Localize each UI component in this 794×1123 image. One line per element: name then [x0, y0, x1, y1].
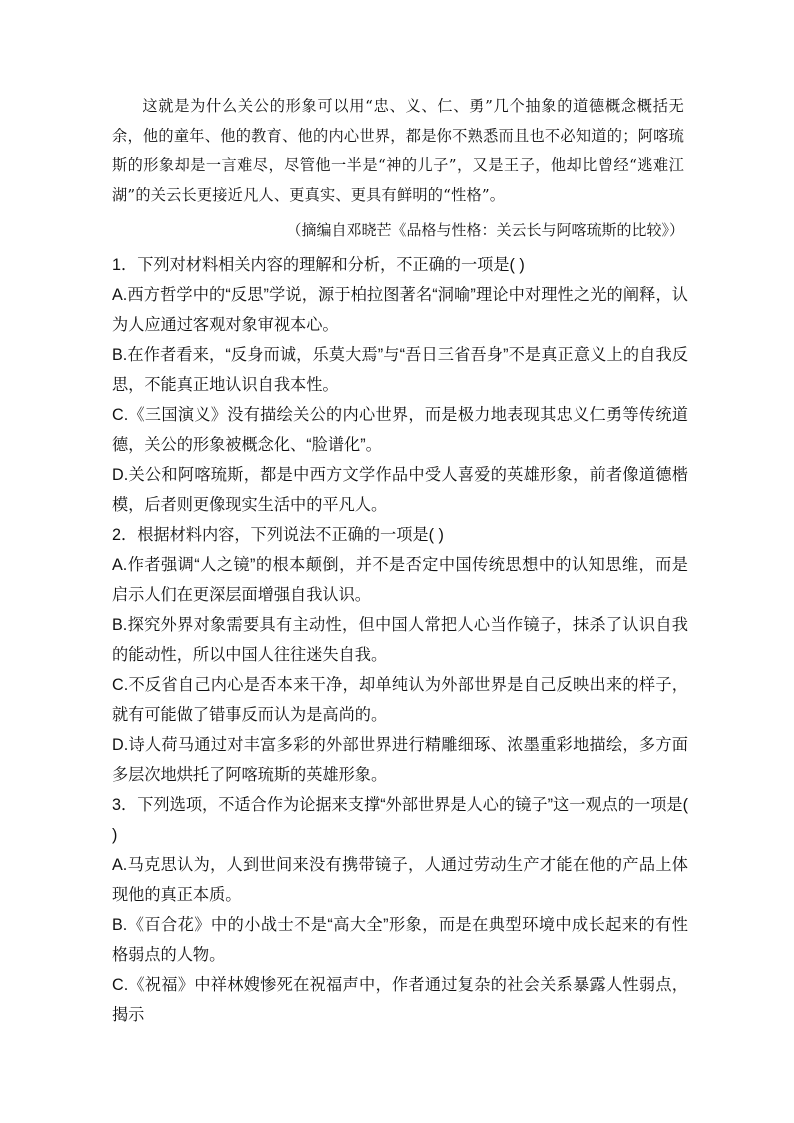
question-stem: 3．下列选项，不适合作为论据来支撑“外部世界是人心的镜子”这一观点的一项是( )	[112, 796, 688, 844]
question-stem: 2．根据材料内容，下列说法不正确的一项是( )	[112, 526, 444, 544]
passage-source: （摘编自邓晓芒《品格与性格：关云长与阿喀琉斯的比较》）	[286, 221, 684, 239]
question-1	[112, 250, 688, 520]
question-2	[112, 520, 688, 790]
question-list	[112, 250, 688, 1030]
option-b: B.探究外界对象需要具有主动性，但中国人常把人心当作镜子，抹杀了认识自我的能动性，所以中国人往往迷失自我。	[112, 616, 688, 664]
option-c: C.不反省自己内心是否本来干净，却单纯认为外部世界是自己反映出来的样子，就有可能做了错事反而认为是高尚的。	[112, 676, 688, 724]
option-c: C.《三国演义》没有描绘关公的内心世界，而是极力地表现其忠义仁勇等传统道德，关公的形象被概念化、“脸谱化”。	[112, 406, 688, 454]
question-stem: 1．下列对材料相关内容的理解和分析，不正确的一项是( )	[112, 256, 525, 274]
option-a: A.西方哲学中的“反思”学说，源于柏拉图著名“洞喻”理论中对理性之光的阐释，认为人应通过客观对象审视本心。	[112, 286, 688, 334]
passage-paragraph: 这就是为什么关公的形象可以用“忠、义、仁、勇”几个抽象的道德概念概括无余，他的童年、他的教育、他的内心世界，都是你不熟悉而且也不必知道的；阿喀琉斯的形象却是一言难尽，尽管他一半是“神的儿子”，又是王子，他却比曾经“逃难江湖”的关云长更接近凡人、更真实、更具有鲜明的“性格”。	[112, 97, 684, 204]
option-b: B.《百合花》中的小战士不是“高大全”形象，而是在典型环境中成长起来的有性格弱点的人物。	[112, 916, 688, 964]
option-d: D.诗人荷马通过对丰富多彩的外部世界进行精雕细琢、浓墨重彩地描绘，多方面多层次地烘托了阿喀琉斯的英雄形象。	[112, 736, 688, 784]
option-d: D.关公和阿喀琉斯，都是中西方文学作品中受人喜爱的英雄形象，前者像道德楷模，后者则更像现实生活中的平凡人。	[112, 466, 688, 514]
option-a: A.马克思认为，人到世间来没有携带镜子，人通过劳动生产才能在他的产品上体现他的真正本质。	[112, 856, 688, 904]
option-c: C.《祝福》中祥林嫂惨死在祝福声中，作者通过复杂的社会关系暴露人性弱点，揭示	[112, 976, 688, 1024]
option-b: B.在作者看来，“反身而诚，乐莫大焉”与“吾日三省吾身”不是真正意义上的自我反思，不能真正地认识自我本性。	[112, 346, 688, 394]
question-3	[112, 790, 688, 1030]
option-a: A.作者强调“人之镜”的根本颠倒，并不是否定中国传统思想中的认知思维，而是启示人们在更深层面增强自我认识。	[112, 556, 688, 604]
